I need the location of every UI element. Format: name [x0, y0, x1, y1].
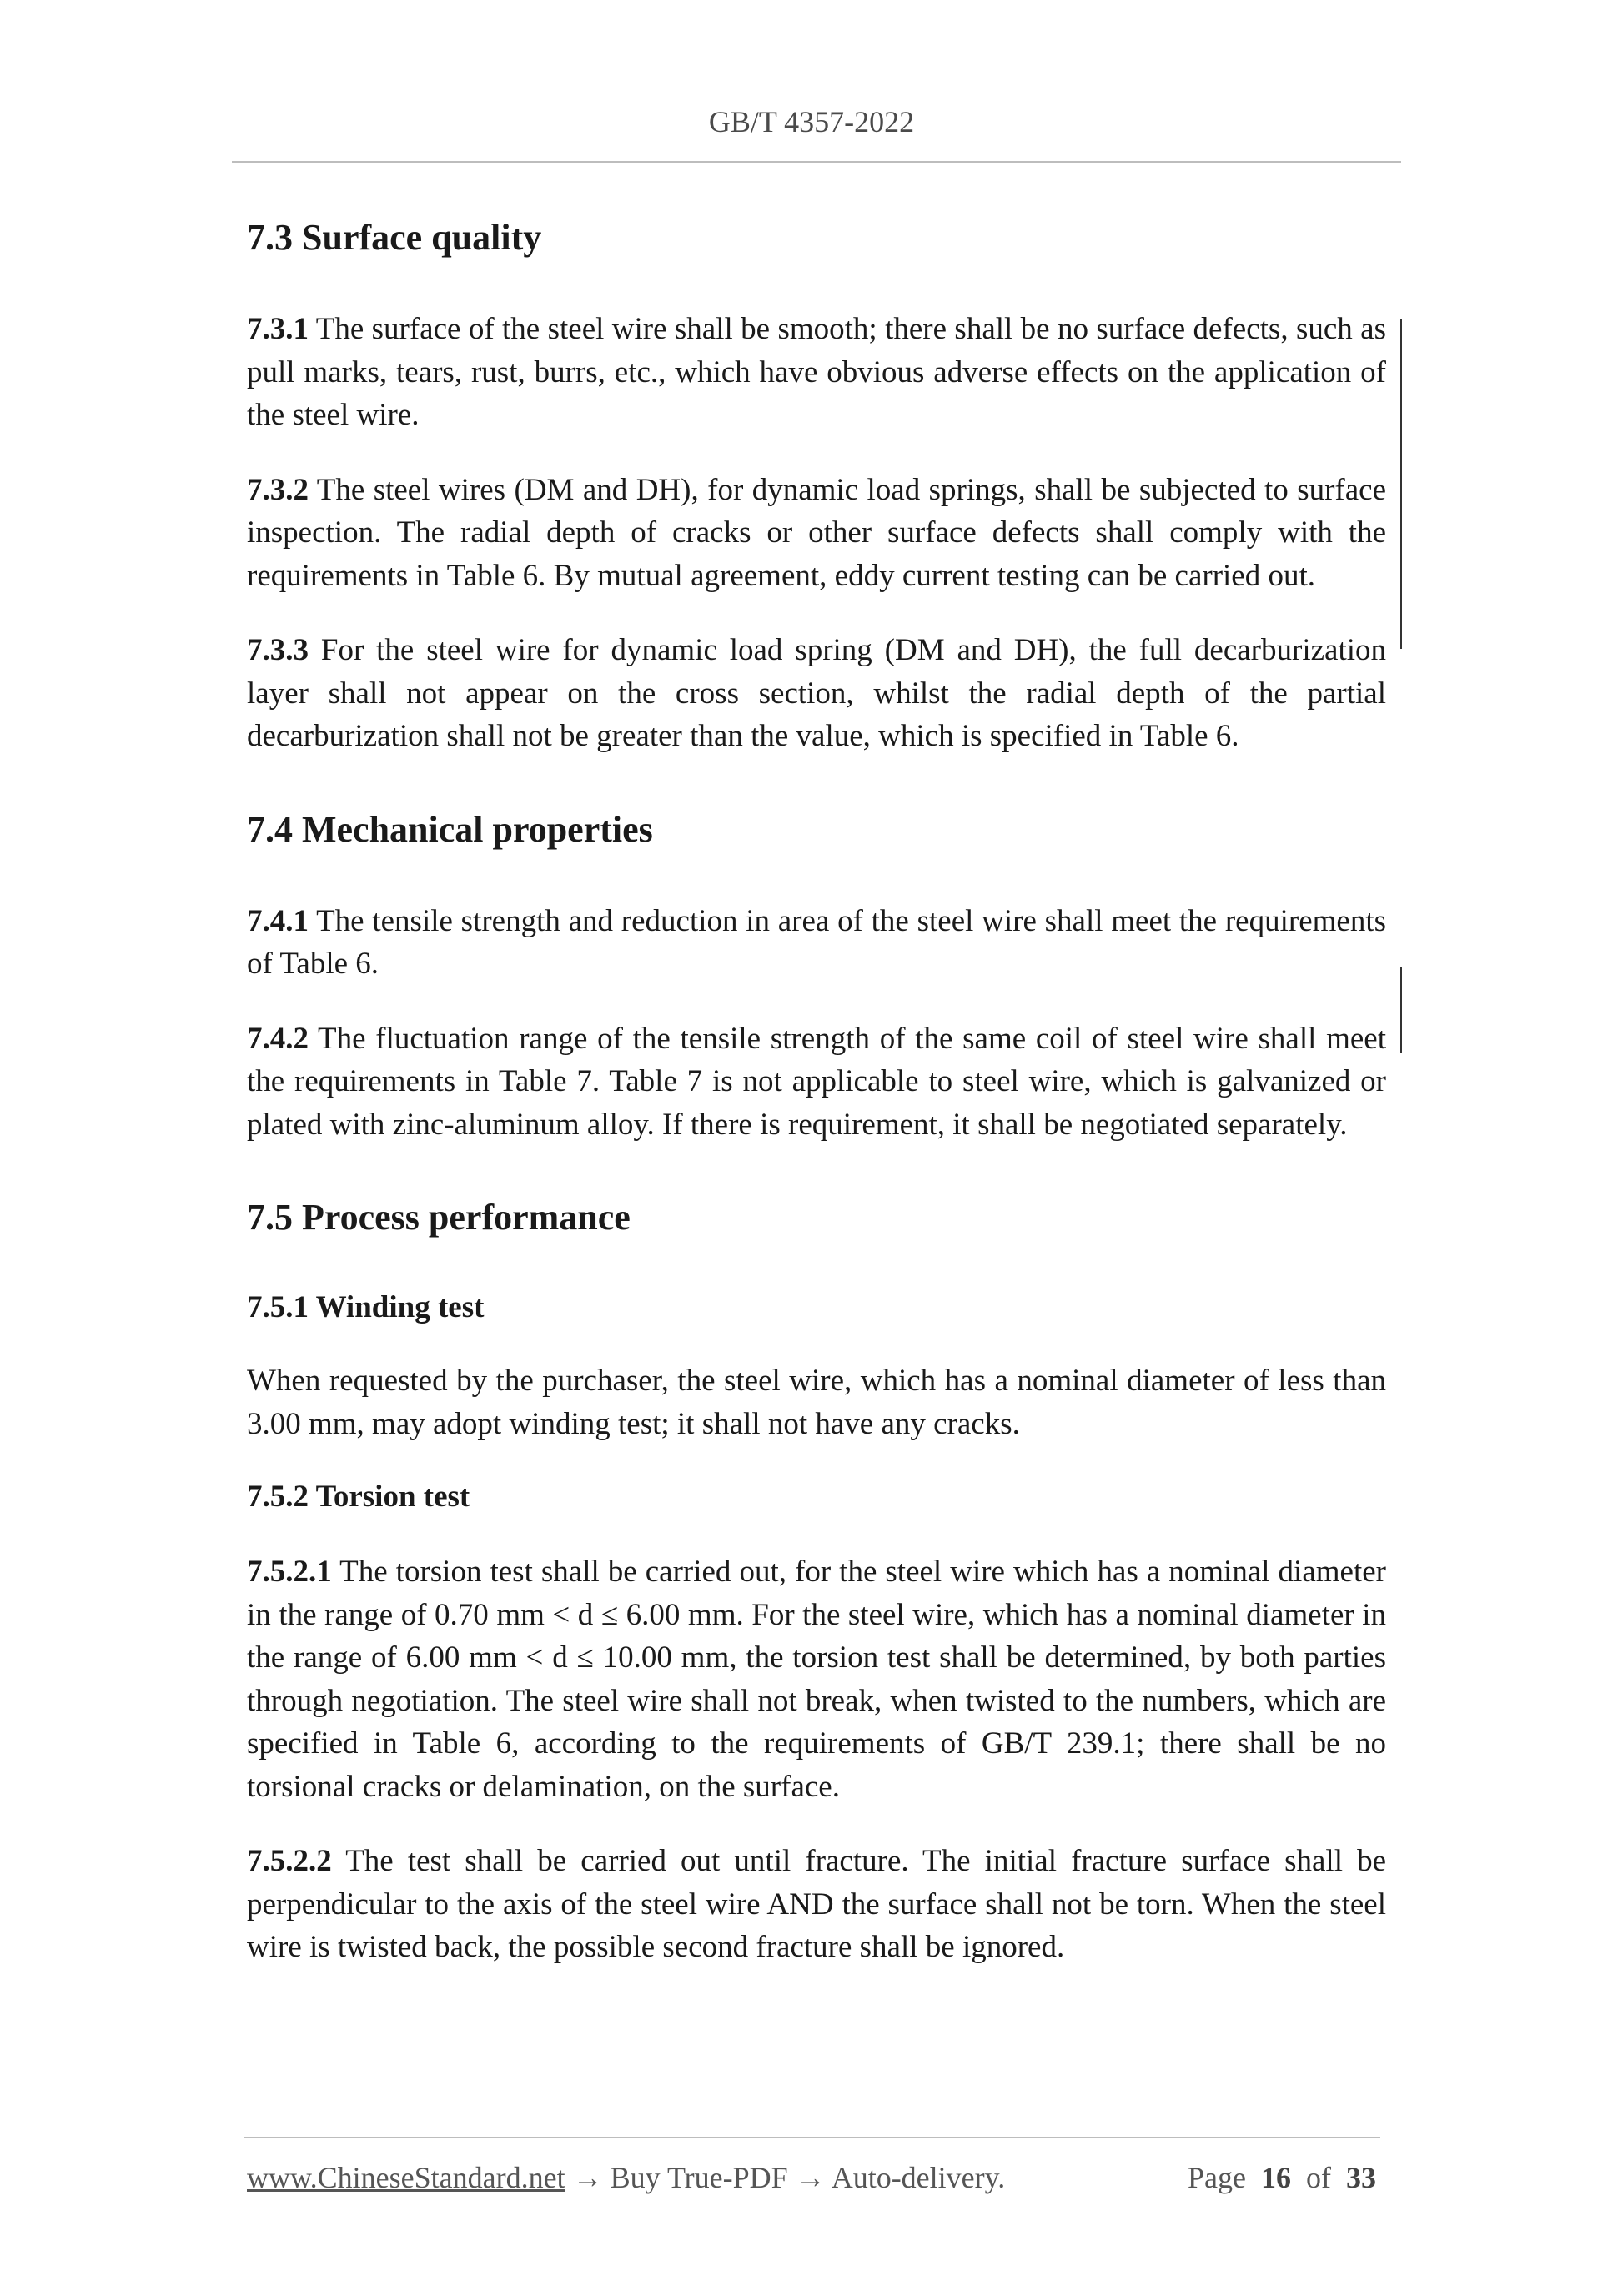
clause-number: 7.5.2.1	[247, 1555, 332, 1589]
current-page-number: 16	[1261, 2161, 1291, 2194]
clause-text: The steel wires (DM and DH), for dynamic load springs, shall be subjected to surface inspection. The radial depth of cracks or other surface defects shall comply with the requirements in Table 6. By mutual agreement, eddy current testing can be carried out.	[247, 472, 1387, 593]
header-title: GB/T 4357-2022	[708, 105, 915, 138]
chinesestandard-link[interactable]: www.ChineseStandard.net	[247, 2161, 565, 2194]
footer-promo-text: → Buy True-PDF → Auto-delivery.	[565, 2161, 1006, 2194]
clause-number: 7.3.2	[247, 472, 309, 507]
total-pages-number: 33	[1346, 2161, 1376, 2194]
change-bar	[1400, 967, 1402, 1053]
subsection-heading-7-5-1: 7.5.1 Winding test	[247, 1290, 485, 1324]
main-content	[247, 213, 1386, 1969]
clause-number: 7.5.2.2	[247, 1844, 332, 1878]
footer-promo	[247, 2160, 1005, 2195]
section-heading-7-4: 7.4 Mechanical properties	[247, 808, 653, 850]
clause-number: 7.4.2	[247, 1021, 309, 1056]
clause-text: The tensile strength and reduction in area of the steel wire shall meet the requirements of Table 6.	[247, 903, 1386, 981]
change-bar	[1400, 319, 1402, 649]
section-heading-7-5: 7.5 Process performance	[247, 1197, 631, 1238]
page-label: Page	[1188, 2161, 1246, 2194]
clause-number: 7.4.1	[247, 903, 309, 938]
paragraph-7-5-2-2	[247, 1840, 1386, 1969]
clause-number: 7.3.1	[247, 312, 309, 346]
page-indicator	[1188, 2160, 1376, 2195]
clause-number: 7.3.3	[247, 633, 309, 667]
clause-text: The fluctuation range of the tensile strength of the same coil of steel wire shall meet the requirements in Table 7. Table 7 is not applicable to steel wire, which is galvanized or plated with zinc-aluminum alloy. If there is requirement, it shall be negotiated separately.	[247, 1021, 1386, 1142]
paragraph-7-5-1: When requested by the purchaser, the steel wire, which has a nominal diameter of less than 3.00 mm, may adopt winding test; it shall not have any cracks.	[247, 1364, 1386, 1441]
subsection-heading-7-5-2: 7.5.2 Torsion test	[247, 1480, 470, 1514]
clause-text: For the steel wire for dynamic load spring (DM and DH), the full decarburization layer shall not appear on the cross section, whilst the radial depth of the partial decarburization shall not be greater than the value, which is specified in Table 6.	[247, 633, 1387, 753]
paragraph-7-4-1	[247, 900, 1386, 986]
clause-text: The test shall be carried out until fracture. The initial fracture surface shall be perpendicular to the axis of the steel wire AND the surface shall not be torn. When the steel wire is twisted back, the possible second fracture shall be ignored.	[247, 1844, 1386, 1964]
header-divider	[232, 161, 1401, 163]
clause-text: The torsion test shall be carried out, for the steel wire which has a nominal diameter in the range of 0.70 mm < d ≤ 6.00 mm. For the steel wire, which has a nominal diameter in the range of 6.00 mm < d ≤ 10.00 mm, the torsion test shall be determined, by both parties through negotiation. The steel wire shall not break, when twisted to the numbers, which are specified in Table 6, according to the requirements of GB/T 239.1; there shall be no torsional cracks or delamination, on the surface.	[247, 1555, 1386, 1804]
paragraph-7-3-2	[247, 469, 1386, 598]
paragraph-7-3-3	[247, 629, 1386, 758]
footer-divider	[244, 2137, 1380, 2138]
paragraph-7-5-2-1	[247, 1550, 1386, 1808]
of-label: of	[1306, 2161, 1331, 2194]
section-heading-7-3: 7.3 Surface quality	[247, 217, 542, 258]
paragraph-7-4-2	[247, 1017, 1386, 1147]
paragraph-7-3-1	[247, 308, 1386, 437]
clause-text: The surface of the steel wire shall be smooth; there shall be no surface defects, such as pull marks, tears, rust, burrs, etc., which have obvious adverse effects on the application of the steel wire.	[247, 312, 1386, 432]
